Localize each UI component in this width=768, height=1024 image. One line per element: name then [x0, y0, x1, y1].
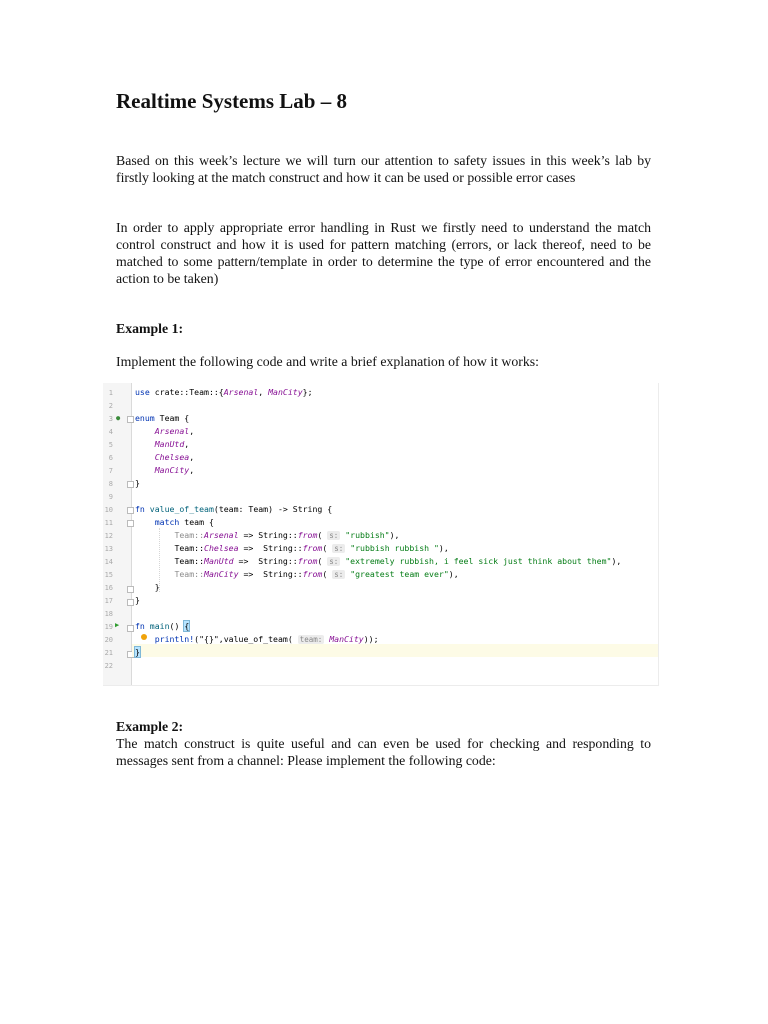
line-number: 9: [108, 493, 113, 501]
line-number: 14: [104, 558, 113, 566]
error-handling-paragraph: In order to apply appropriate error handling in Rust we firstly need to understand the match control construct and how it is used for pattern matching (errors, or lack thereof, need to be matched to some pattern/template in order to determine the type of error encountered and the action to be taken): [116, 220, 651, 286]
line-number: 17: [104, 597, 113, 605]
example1-heading: Example 1:: [116, 321, 184, 336]
code-line-4: Arsenal,: [154, 426, 195, 436]
code-line-21: }: [135, 647, 140, 657]
line-number: 16: [104, 584, 113, 592]
code-line-15: Team::ManCity => String::from( s: "greatest team ever"),: [174, 569, 459, 579]
example1-instruction: Implement the following code and write a brief explanation of how it works:: [116, 354, 539, 369]
fold-icon[interactable]: [127, 481, 134, 488]
line-number: 20: [104, 636, 113, 644]
fold-icon[interactable]: [127, 599, 134, 606]
line-number: 8: [108, 480, 113, 488]
line-number: 2: [108, 402, 113, 410]
page-title: Realtime Systems Lab – 8: [116, 89, 347, 113]
code-editor-screenshot: [103, 383, 659, 686]
line-number: 13: [104, 545, 113, 553]
implemented-trait-icon[interactable]: ●: [116, 414, 121, 422]
line-number: 18: [104, 610, 113, 618]
code-line-3: enum Team {: [135, 413, 190, 423]
line-number: 12: [104, 532, 113, 540]
fold-icon[interactable]: [127, 507, 134, 514]
code-line-10: fn value_of_team(team: Team) -> String {: [135, 504, 333, 514]
code-line-5: ManUtd,: [154, 439, 190, 449]
line-number: 19: [104, 623, 113, 631]
run-icon[interactable]: ▶: [115, 621, 120, 629]
code-line-8: }: [135, 478, 140, 488]
line-number: 7: [108, 467, 113, 475]
line-number: 15: [104, 571, 113, 579]
line-number: 1: [108, 389, 113, 397]
code-line-6: Chelsea,: [154, 452, 195, 462]
fold-icon[interactable]: [127, 625, 134, 632]
line-number: 11: [104, 519, 113, 527]
line-number: 22: [104, 662, 113, 670]
line-number: 10: [104, 506, 113, 514]
code-line-14: Team::ManUtd => String::from( s: "extremely rubbish, i feel sick just think about them"),: [174, 556, 622, 566]
line-number: 4: [108, 428, 113, 436]
line-number: 3: [108, 415, 113, 423]
code-line-20: println!("{}",value_of_team( team: ManCity));: [154, 634, 379, 644]
example2-paragraph: The match construct is quite useful and can even be used for checking and responding to messages sent from a channel: Please implement the following code:: [116, 736, 651, 768]
example2-heading: Example 2:: [116, 719, 184, 734]
intro-paragraph: Based on this week’s lecture we will turn our attention to safety issues in this week’s lab by firstly looking at the match construct and how it can be used or possible error cases: [116, 153, 651, 185]
fold-icon[interactable]: [127, 586, 134, 593]
code-line-1: use crate::Team::{Arsenal, ManCity};: [135, 387, 313, 397]
line-number-gutter: [103, 383, 132, 685]
line-number: 5: [108, 441, 113, 449]
code-line-11: match team {: [154, 517, 214, 527]
code-line-12: Team::Arsenal => String::from( s: "rubbish"),: [174, 530, 400, 540]
code-line-7: ManCity,: [154, 465, 195, 475]
code-line-16: }: [154, 582, 160, 592]
fold-icon[interactable]: [127, 416, 134, 423]
code-line-19: fn main() {: [135, 621, 190, 631]
line-number: 21: [104, 649, 113, 657]
code-line-17: }: [135, 595, 140, 605]
fold-icon[interactable]: [127, 520, 134, 527]
line-number: 6: [108, 454, 113, 462]
code-line-13: Team::Chelsea => String::from( s: "rubbish rubbish "),: [174, 543, 449, 553]
